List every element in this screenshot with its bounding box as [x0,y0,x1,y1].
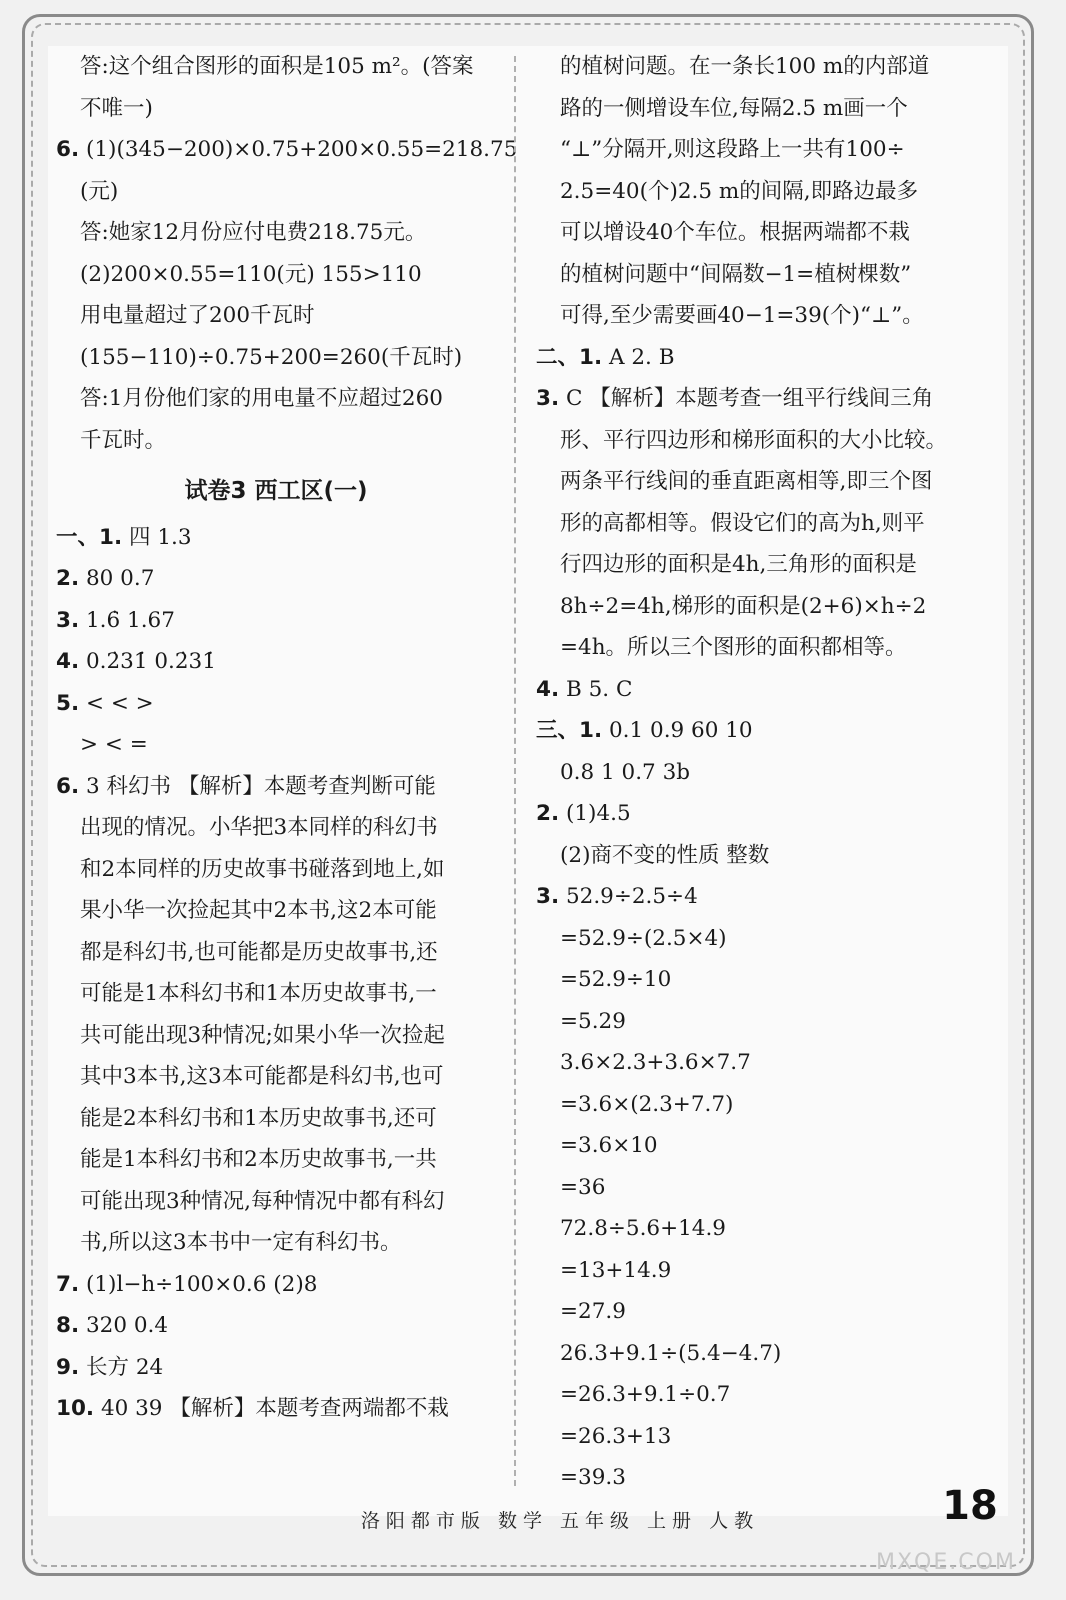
answer-line [56,420,496,462]
answer-line [536,544,1006,586]
answer-line [56,129,518,171]
answer-line [56,517,496,559]
answer-line [56,171,496,213]
answer-line [56,641,496,683]
answer-line [536,129,1006,171]
watermark-text: MXQE.COM [876,1550,1016,1575]
answer-line [536,1125,1006,1167]
answer-line [536,1374,1006,1416]
answer-line [56,295,496,337]
answer-line [536,586,1006,628]
answer-line [536,835,1006,877]
answer-text: 的植树问题中“间隔数−1=植树棵数” [560,261,912,287]
answer-text: 都是科幻书,也可能都是历史故事书,还 [80,939,438,965]
question-number: 4. [56,649,80,674]
answer-line [536,420,1006,462]
answer-line [56,890,496,932]
answer-line [56,932,496,974]
question-number: 10. [56,1396,95,1421]
question-number: 三、1. [536,718,603,743]
answer-text: 用电量超过了200千瓦时 [80,303,315,328]
answer-line [56,1305,496,1347]
question-number: 二、1. [536,344,603,370]
answer-line [536,254,1006,296]
answer-text: 长方 24 [85,1354,164,1380]
answer-text: 52.9÷2.5÷4 [565,884,698,909]
answer-text: =27.9 [560,1299,626,1324]
answer-line [56,766,496,808]
answer-line [536,1208,1006,1250]
answer-text: =52.9÷(2.5×4) [560,925,727,951]
answer-line [536,793,1006,835]
answer-line [56,724,496,766]
answer-line [536,1291,1006,1333]
answer-text: 共可能出现3种情况;如果小华一次捡起 [80,1022,445,1048]
answer-line [536,1250,1006,1292]
answer-line [536,959,1006,1001]
answer-text: (1)4.5 [565,801,631,826]
question-number: 9. [56,1354,80,1380]
answer-line [56,254,496,296]
answer-text: 320 0.4 [85,1313,169,1338]
answer-line [56,1139,496,1181]
answer-text: 和2本同样的历史故事书碰落到地上,如 [80,856,445,882]
section-title: 试卷3 西工区(一) [184,478,368,504]
answer-text: 2.5=40(个)2.5 m的间隔,即路边最多 [560,178,919,204]
answer-text: 26.3+9.1÷(5.4−4.7) [560,1340,782,1366]
question-number: 一、1. [56,524,123,550]
answer-line [56,212,496,254]
left-column [56,46,518,1430]
answer-text: =36 [560,1174,606,1200]
answer-line [56,1056,496,1098]
answer-text: =4h。所以三个图形的面积都相等。 [560,635,907,660]
answer-line [536,669,1006,711]
answer-text: A 2. B [608,344,675,370]
answer-line [536,295,1006,337]
answer-text: “⊥”分隔开,则这段路上一共有100÷ [560,137,905,162]
answer-line [536,1084,1006,1126]
answer-text: 形、平行四边形和梯形面积的大小比较。 [560,427,948,453]
answer-line [56,1181,496,1223]
answer-text: =5.29 [560,1008,626,1034]
answer-line [536,1457,1006,1499]
right-column [536,46,1006,1499]
answer-line [56,1222,496,1264]
answer-text: 可能是1本科幻书和1本历史故事书,一 [80,981,437,1006]
answer-text: =3.6×10 [560,1133,658,1158]
answer-line [56,807,496,849]
answer-text: =39.3 [560,1465,626,1490]
answer-line [536,1167,1006,1209]
question-number: 5. [56,690,80,716]
answer-text: 书,所以这3本书中一定有科幻书。 [80,1230,402,1255]
answer-text: < < > [85,690,154,716]
answer-line [536,212,1006,254]
answer-line [56,1264,496,1306]
answer-text: 其中3本书,这3本可能都是科幻书,也可 [80,1064,444,1089]
question-number: 8. [56,1313,80,1338]
answer-line [56,973,496,1015]
answer-page [48,46,1008,1516]
question-number: 7. [56,1271,80,1297]
answer-text: 0.8 1 0.7 3b [560,759,691,785]
answer-text: 答:她家12月份应付电费218.75元。 [80,220,427,245]
answer-line [56,46,496,88]
answer-line [536,88,1006,130]
answer-line [536,627,1006,669]
answer-line [56,1347,496,1389]
answer-text: 80 0.7 [85,566,155,591]
answer-text: 路的一侧增设车位,每隔2.5 m画一个 [560,95,908,121]
answer-text: (155−110)÷0.75+200=260(千瓦时) [80,344,463,370]
answer-text: 1.6̇ 1.67 [85,607,175,633]
answer-text: 可能出现3种情况,每种情况中都有科幻 [80,1188,445,1214]
answer-text: (1)l−h÷100×0.6 (2)8 [85,1271,318,1297]
answer-text: =13+14.9 [560,1257,672,1283]
answer-text: 答:1月份他们家的用电量不应超过260 [80,386,443,411]
answer-line [536,752,1006,794]
answer-line [536,461,1006,503]
answer-text: 行四边形的面积是4h,三角形的面积是 [560,552,917,577]
answer-text: =26.3+9.1÷0.7 [560,1382,731,1407]
answer-line [56,378,496,420]
answer-text: (元) [80,178,119,204]
answer-text: 出现的情况。小华把3本同样的科幻书 [80,815,438,840]
answer-line [536,1042,1006,1084]
answer-text: 40 39 【解析】本题考查两端都不栽 [100,1396,449,1421]
answer-line [56,1388,496,1430]
answer-line [56,849,496,891]
answer-line [56,88,496,130]
question-number: 4. [536,676,560,702]
answer-text: (2)200×0.55=110(元) 155>110 [80,261,422,287]
column-divider [514,56,516,1486]
answer-text: 千瓦时。 [80,427,167,453]
answer-line [536,1416,1006,1458]
answer-line [536,1333,1006,1375]
question-number: 3. [56,607,80,633]
answer-text: 形的高都相等。假设它们的高为h,则平 [560,510,925,536]
answer-line [56,558,496,600]
answer-text: (2)商不变的性质 整数 [560,842,770,868]
answer-line [536,337,1006,379]
answer-text: 能是2本科幻书和1本历史故事书,还可 [80,1105,437,1131]
answer-text: 72.8÷5.6+14.9 [560,1216,726,1241]
answer-text: 0.2̇31̇ 0.2̇31̇ [85,649,216,674]
answer-line [56,600,496,642]
answer-text: 两条平行线间的垂直距离相等,即三个图 [560,469,933,494]
question-number: 3. [536,884,560,909]
answer-text: 3.6×2.3+3.6×7.7 [560,1050,751,1075]
question-number: 6. [56,773,80,799]
answer-line [536,378,1006,420]
answer-line [536,46,1006,88]
answer-text: =26.3+13 [560,1423,672,1449]
answer-text: > < = [80,732,148,757]
answer-text: 四 1.3 [128,524,192,550]
answer-text: (1)(345−200)×0.75+200×0.55=218.75 [85,137,518,162]
answer-text: 可以增设40个车位。根据两端都不栽 [560,220,910,245]
answer-line [536,503,1006,545]
answer-text: C 【解析】本题考查一组平行线间三角 [565,386,934,411]
answer-line [536,710,1006,752]
answer-text: =52.9÷10 [560,967,672,992]
answer-text: 8h÷2=4h,梯形的面积是(2+6)×h÷2 [560,593,927,619]
question-number: 3. [536,386,560,411]
answer-text: =3.6×(2.3+7.7) [560,1091,734,1117]
answer-text: 可得,至少需要画40−1=39(个)“⊥”。 [560,303,924,328]
answer-line [536,918,1006,960]
answer-text: 不唯一) [80,95,153,121]
question-number: 6. [56,137,80,162]
answer-line [56,337,496,379]
answer-text: 3 科幻书 【解析】本题考查判断可能 [85,773,436,799]
answer-line [56,1098,496,1140]
question-number: 2. [56,566,80,591]
answer-line [536,171,1006,213]
answer-text: 0.1 0.9 60 10 [608,718,753,743]
answer-line [56,1015,496,1057]
question-number: 2. [536,801,560,826]
answer-text: 的植树问题。在一条长100 m的内部道 [560,54,930,79]
answer-line [536,876,1006,918]
answer-line [536,1001,1006,1043]
footer-text: 洛阳都市版 数学 五年级 上册 人教 [360,1510,760,1532]
answer-line [56,683,496,725]
answer-text: 果小华一次捡起其中2本书,这2本可能 [80,898,437,923]
answer-text: 能是1本科幻书和2本历史故事书,一共 [80,1147,437,1172]
page-number: 18 [942,1483,998,1529]
answer-text: 答:这个组合图形的面积是105 m²。(答案 [80,54,474,79]
answer-text: B 5. C [565,676,633,702]
